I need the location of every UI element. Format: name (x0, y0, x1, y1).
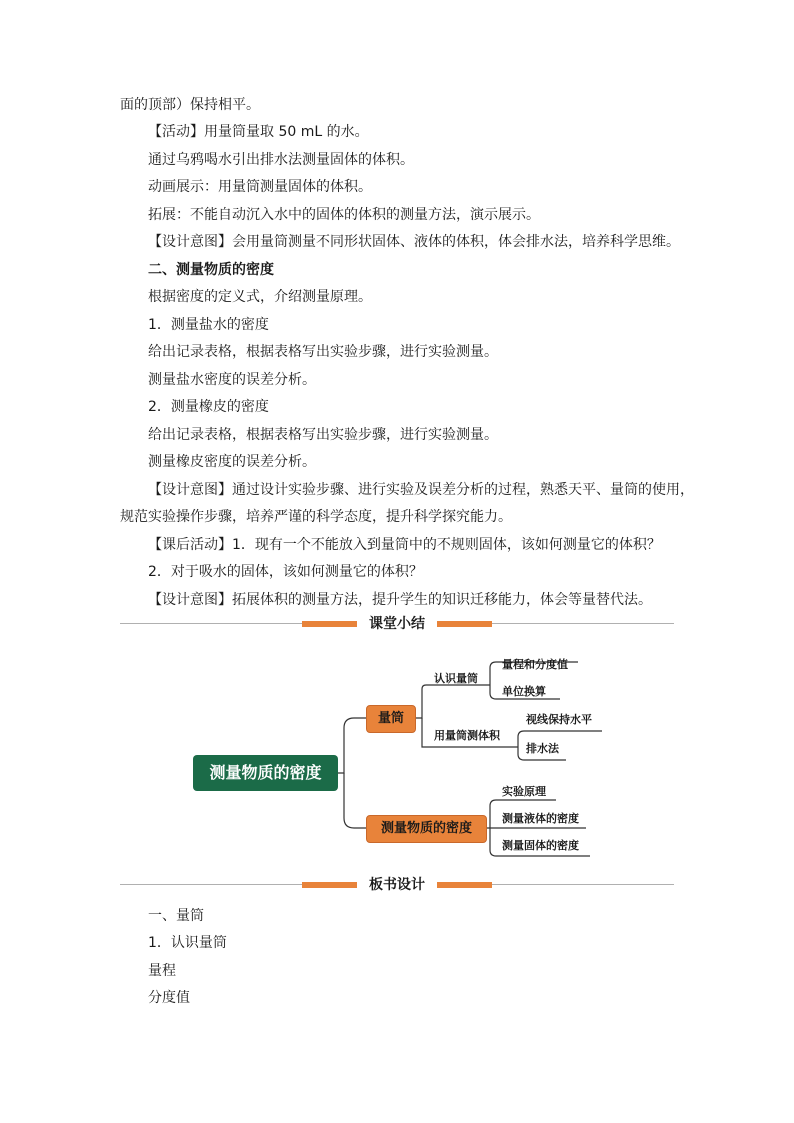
section-header-board (120, 875, 674, 895)
mindmap-leaf: 测量固体的密度 (502, 839, 579, 852)
text-line: 2．对于吸水的固体，该如何测量它的体积？ (148, 564, 423, 580)
text-line: 【设计意图】会用量筒测量不同形状固体、液体的体积，体会排水法，培养科学思维。 (148, 234, 680, 250)
text-line: 1．测量盐水的密度 (148, 317, 269, 333)
mindmap-branch-cylinder: 量筒 (366, 705, 416, 733)
mindmap-leaf: 实验原理 (502, 785, 546, 798)
mindmap-leaf: 量程和分度值 (502, 658, 568, 671)
section-title: 课堂小结 (357, 614, 437, 634)
mindmap-leaf: 排水法 (526, 742, 559, 755)
mindmap-sub-know-cylinder: 认识量筒 (434, 672, 478, 685)
text-line: 【设计意图】拓展体积的测量方法，提升学生的知识迁移能力，体会等量替代法。 (148, 592, 652, 608)
mindmap-branch-density: 测量物质的密度 (366, 815, 487, 843)
mindmap-root: 测量物质的密度 (193, 755, 338, 791)
text-line: 根据密度的定义式，介绍测量原理。 (148, 289, 372, 305)
text-line: 测量橡皮密度的误差分析。 (148, 454, 316, 470)
board-line: 一、量筒 (148, 908, 204, 924)
board-line: 1．认识量筒 (148, 935, 227, 951)
text-line: 拓展：不能自动沉入水中的固体的体积的测量方法，演示展示。 (148, 207, 540, 223)
text-line: 面的顶部）保持相平。 (120, 97, 260, 113)
mindmap-leaf: 单位换算 (502, 685, 546, 698)
text-line: 规范实验操作步骤，培养严谨的科学态度，提升科学探究能力。 (120, 509, 512, 525)
text-line: 【活动】用量筒量取 50 mL 的水。 (148, 124, 369, 140)
mindmap-leaf: 视线保持水平 (526, 713, 592, 726)
board-line: 量程 (148, 963, 176, 979)
mindmap-sub-measure-volume: 用量筒测体积 (434, 729, 500, 742)
mindmap-leaf: 测量液体的密度 (502, 812, 579, 825)
text-line: 给出记录表格，根据表格写出实验步骤，进行实验测量。 (148, 344, 498, 360)
text-line: 动画展示：用量筒测量固体的体积。 (148, 179, 372, 195)
text-line: 测量盐水密度的误差分析。 (148, 372, 316, 388)
text-line: 【课后活动】1．现有一个不能放入到量筒中的不规则固体，该如何测量它的体积？ (148, 537, 661, 553)
text-line: 【设计意图】通过设计实验步骤、进行实验及误差分析的过程，熟悉天平、量筒的使用， (148, 482, 694, 498)
section-title: 板书设计 (357, 875, 437, 895)
text-line: 2．测量橡皮的密度 (148, 399, 269, 415)
text-line: 通过乌鸦喝水引出排水法测量固体的体积。 (148, 152, 414, 168)
section-heading: 二、测量物质的密度 (148, 262, 274, 278)
board-line: 分度值 (148, 990, 190, 1006)
text-line: 给出记录表格，根据表格写出实验步骤，进行实验测量。 (148, 427, 498, 443)
accent-bar (437, 882, 492, 888)
accent-bar (302, 882, 357, 888)
